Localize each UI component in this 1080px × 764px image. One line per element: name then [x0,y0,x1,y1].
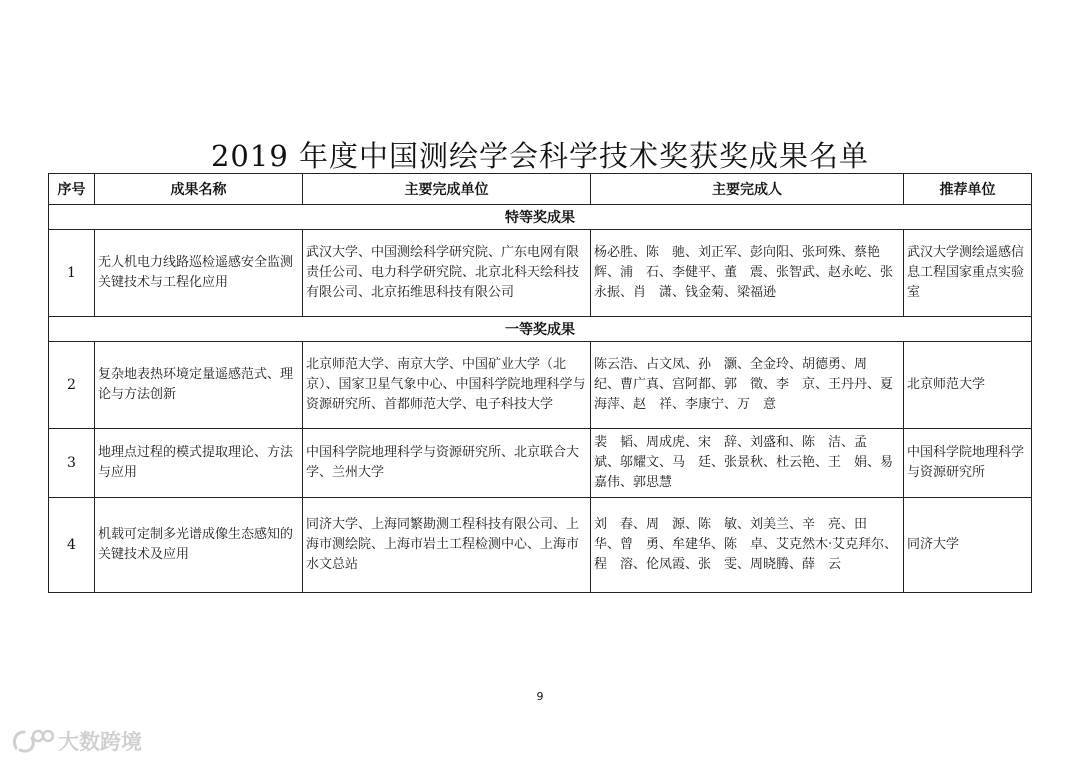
row-units: 中国科学院地理科学与资源研究所、北京联合大学、兰州大学 [303,429,591,498]
row-index: 4 [49,498,95,593]
row-index: 1 [49,230,95,317]
page-number: 9 [536,690,544,703]
row-recommender: 同济大学 [904,498,1032,593]
watermark-text: 大数跨境 [58,730,142,754]
row-index: 2 [49,342,95,429]
row-recommender: 中国科学院地理科学与资源研究所 [904,429,1032,498]
header-index: 序号 [49,174,95,205]
row-name: 无人机电力线路巡检遥感安全监测关键技术与工程化应用 [95,230,303,317]
table-row [49,498,1032,593]
table-row [49,429,1032,498]
header-name: 成果名称 [95,174,303,205]
section-label: 一等奖成果 [49,317,1032,342]
row-people: 陈云浩、占文凤、孙 灏、全金玲、胡德勇、周 纪、曹广真、宫阿都、郭 徵、李 京、王丹丹、夏海萍、赵 祥、李康宁、万 意 [591,342,904,429]
row-recommender: 北京师范大学 [904,342,1032,429]
row-people: 刘 春、周 源、陈 敏、刘美兰、辛 亮、田 华、曾 勇、牟建华、陈 卓、艾克然木·艾克拜尔、程 溶、伦凤霞、张 雯、周晓腾、薛 云 [591,498,904,593]
watermark-logo-icon [10,726,54,756]
section-first [49,317,1032,342]
row-name: 地理点过程的模式提取理论、方法与应用 [95,429,303,498]
section-special [49,205,1032,230]
watermark [10,726,142,756]
header-recommender: 推荐单位 [904,174,1032,205]
row-units: 武汉大学、中国测绘科学研究院、广东电网有限责任公司、电力科学研究院、北京北科天绘科技有限公司、北京拓维思科技有限公司 [303,230,591,317]
row-people: 裴 韬、周成虎、宋 辞、刘盛和、陈 洁、孟 斌、邬耀文、马 廷、张景秋、杜云艳、王 娟、易嘉伟、郭思慧 [591,429,904,498]
row-name: 机载可定制多光谱成像生态感知的关键技术及应用 [95,498,303,593]
row-units: 北京师范大学、南京大学、中国矿业大学（北京）、国家卫星气象中心、中国科学院地理科学与资源研究所、首都师范大学、电子科技大学 [303,342,591,429]
table-row [49,230,1032,317]
table-row [49,342,1032,429]
row-people: 杨必胜、陈 驰、刘正军、彭向阳、张珂殊、蔡艳辉、浦 石、李健平、董 震、张智武、赵永屹、张永振、肖 潇、钱金菊、梁福逊 [591,230,904,317]
header-people: 主要完成人 [591,174,904,205]
row-recommender: 武汉大学测绘遥感信息工程国家重点实验室 [904,230,1032,317]
row-name: 复杂地表热环境定量遥感范式、理论与方法创新 [95,342,303,429]
header-units: 主要完成单位 [303,174,591,205]
section-label: 特等奖成果 [49,205,1032,230]
document-title: 2019 年度中国测绘学会科学技术奖获奖成果名单 [210,139,870,173]
awards-table [48,173,1032,593]
table-header-row [49,174,1032,205]
row-index: 3 [49,429,95,498]
row-units: 同济大学、上海同繁勘测工程科技有限公司、上海市测绘院、上海市岩土工程检测中心、上海市水文总站 [303,498,591,593]
